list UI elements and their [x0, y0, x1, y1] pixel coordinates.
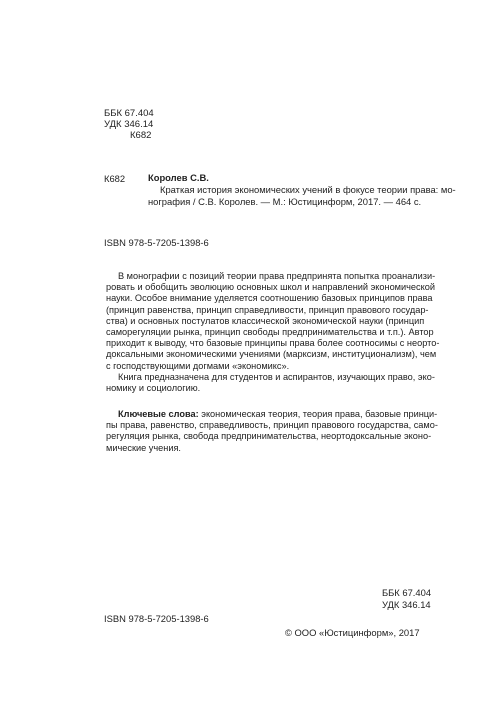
entry-author: Королев С.В.: [148, 172, 209, 183]
keywords-line: пы права, равенство, справедливость, принцип правового государства, само-: [106, 420, 438, 431]
isbn-bottom: ISBN 978-5-7205-1398-6: [104, 613, 209, 624]
footer-bbk: ББК 67.404: [382, 587, 432, 598]
abstract-line: ровать и обобщить эволюцию основных школ и направлений экономической: [106, 282, 435, 293]
keywords-line: мические учения.: [106, 442, 181, 453]
udk-code: УДК 346.14: [104, 119, 154, 130]
bbk-code: ББК 67.404: [104, 108, 154, 119]
entry-title-line-2: нография / С.В. Королев. — М.: Юстицинформ, 2017. — 464 с.: [148, 196, 422, 207]
abstract-line: с господствующими догмами «экономикс».: [106, 360, 290, 371]
abstract-line: Книга предназначена для студентов и аспирантов, изучающих право, эко-: [118, 371, 435, 382]
abstract-line: (принцип равенства, принцип справедливости, принцип правового государ-: [106, 304, 429, 315]
classification-block: [104, 108, 154, 141]
keywords: [106, 409, 438, 454]
footer-udk: УДК 346.14: [382, 599, 431, 610]
keywords-first-line: [106, 409, 438, 420]
abstract: [106, 271, 440, 394]
abstract-line: доксальными экономическими учениями (марксизм, институционализм), чем: [106, 349, 437, 360]
copyright: © ООО «Юстицинформ», 2017: [285, 627, 420, 638]
abstract-line: В монографии с позиций теории права предпринята попытка проанализи-: [118, 271, 436, 281]
abstract-line: саморегуляции рынка, принцип свободы предпринимательства и т.п.). Автор: [106, 327, 434, 338]
isbn-top: ISBN 978-5-7205-1398-6: [104, 237, 209, 248]
abstract-line: номику и социологию.: [106, 383, 201, 394]
entry-title-line-1: Краткая история экономических учений в фокусе теории права: мо-: [160, 184, 456, 195]
keywords-line: регуляция рынка, свобода предпринимательства, неортодоксальные эконо-: [106, 431, 432, 442]
abstract-line: ства) и основных постулатов классической экономической науки (принцип: [106, 315, 425, 326]
keywords-label: Ключевые слова:: [118, 409, 199, 419]
author-sign: К682: [130, 130, 152, 141]
abstract-line: науки. Особое внимание уделяется соотношению базовых принципов права: [106, 293, 433, 304]
abstract-line: приходит к выводу, что базовые принципы права более соотносимы с неорто-: [106, 338, 440, 349]
keywords-text: экономическая теория, теория права, базовые принци-: [201, 409, 438, 419]
entry-code: К682: [104, 173, 126, 184]
